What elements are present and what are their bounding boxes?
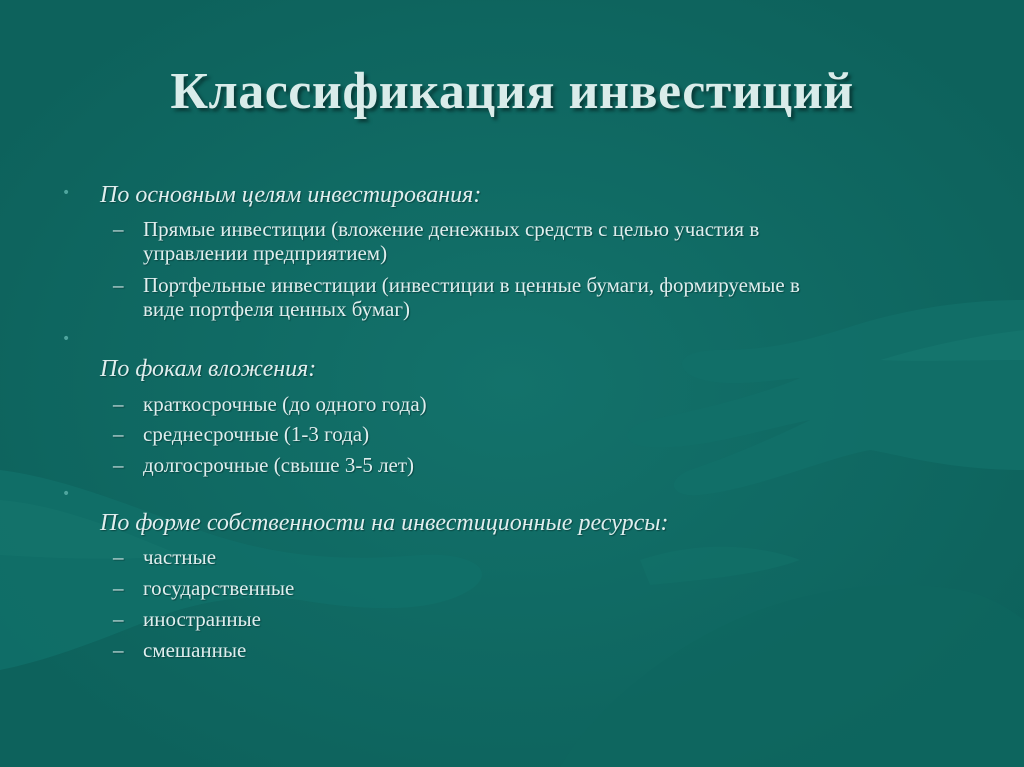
dash-icon: – bbox=[113, 607, 124, 631]
list-item-portfolio bbox=[143, 273, 800, 321]
list-item: долгосрочные (свыше 3-5 лет) bbox=[143, 453, 415, 477]
list-item-line: виде портфеля ценных бумаг) bbox=[143, 297, 410, 321]
section-heading-terms: По фокам вложения: bbox=[100, 356, 317, 382]
dash-icon: – bbox=[113, 217, 124, 241]
list-item: иностранные bbox=[143, 607, 261, 631]
section-heading-ownership: По форме собственности на инвестиционные ресурсы: bbox=[100, 510, 669, 536]
dash-icon: – bbox=[113, 545, 124, 569]
dash-icon: – bbox=[113, 638, 124, 662]
dash-icon: – bbox=[113, 392, 124, 416]
list-item: среднесрочные (1-3 года) bbox=[143, 422, 370, 446]
list-item: частные bbox=[143, 545, 217, 569]
section-heading-goals: По основным целям инвестирования: bbox=[100, 182, 482, 208]
list-item-line: Прямые инвестиции (вложение денежных средств с целью участия в bbox=[143, 217, 760, 241]
dash-icon: – bbox=[113, 576, 124, 600]
list-item-direct bbox=[143, 217, 759, 265]
dash-icon: – bbox=[113, 422, 124, 446]
list-item: смешанные bbox=[143, 638, 247, 662]
slide-title: Классификация инвестиций bbox=[170, 63, 854, 120]
bullet-icon: • bbox=[62, 331, 71, 347]
bullet-icon: • bbox=[62, 185, 71, 201]
list-item: краткосрочные (до одного года) bbox=[143, 392, 427, 416]
dash-icon: – bbox=[113, 453, 124, 477]
list-item-line: Портфельные инвестиции (инвестиции в ценные бумаги, формируемые в bbox=[143, 273, 800, 297]
dash-icon: – bbox=[113, 273, 124, 297]
list-item-line: управлении предприятием) bbox=[143, 241, 388, 265]
list-item: государственные bbox=[143, 576, 295, 600]
bullet-icon: • bbox=[62, 486, 71, 502]
